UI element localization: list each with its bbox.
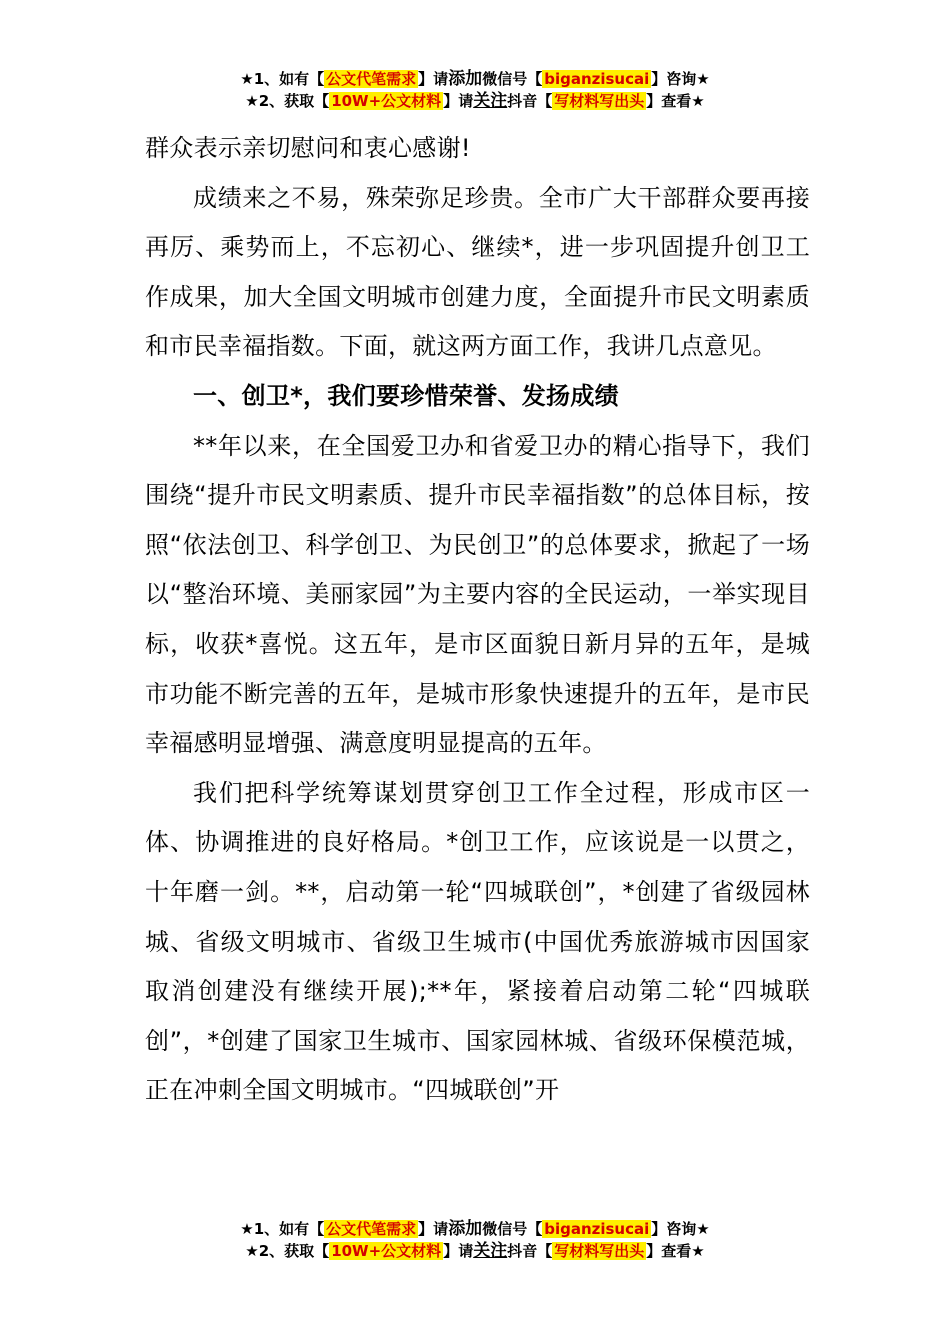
promo-emphasis: 添加 <box>448 1219 483 1239</box>
promo-emphasis: 添加 <box>448 69 483 89</box>
promo-highlight: 公文代笔需求 <box>326 70 417 88</box>
promo-line-2 <box>0 90 950 112</box>
promo-emphasis: 关注 <box>473 1241 508 1261</box>
promo-text: 】请 <box>443 1242 474 1260</box>
promo-text: 】咨询★ <box>651 70 710 88</box>
section-heading: 一、创卫*，我们要珍惜荣誉、发扬成绩 <box>193 381 619 410</box>
promo-text: 微信号【 <box>482 70 543 88</box>
promo-text: ★2、获取【 <box>245 1242 330 1260</box>
promo-text: ★1、如有【 <box>240 1220 325 1238</box>
promo-text: 】请 <box>418 70 449 88</box>
paragraph: **年以来，在全国爱卫办和省爱卫办的精心指导下，我们围绕“提升市民文明素质、提升市民幸福指数”的总体目标，按照“依法创卫、科学创卫、为民创卫”的总体要求，掀起了一场以“整治环境、美丽家园”为主要内容的全民运动，一举实现目标，收获*喜悦。这五年，是市区面貌日新月异的五年，是城市功能不断完善的五年，是城市形象快速提升的五年，是市民幸福感明显增强、满意度明显提高的五年。 <box>145 431 810 758</box>
promo-highlight: 10W+公文材料 <box>331 1242 442 1260</box>
promo-text: 】请 <box>443 92 474 110</box>
promo-banner-bottom <box>0 1218 950 1262</box>
document-body <box>145 124 810 1116</box>
promo-emphasis: 关注 <box>473 91 508 111</box>
promo-highlight: 公文代笔需求 <box>326 1220 417 1238</box>
promo-line-1 <box>0 1218 950 1240</box>
promo-douyin-id: 写材料写出头 <box>554 1242 645 1260</box>
promo-text: 】查看★ <box>646 92 705 110</box>
promo-text: 抖音【 <box>507 1242 553 1260</box>
paragraph: 我们把科学统筹谋划贯穿创卫工作全过程，形成市区一体、协调推进的良好格局。*创卫工作，应该说是一以贯之，十年磨一剑。**，启动第一轮“四城联创”，*创建了省级园林城、省级文明城市、省级卫生城市(中国优秀旅游城市因国家取消创建没有继续开展);**年，紧接着启动第二轮“四城联创”，*创建了国家卫生城市、国家园林城、省级环保模范城，正在冲刺全国文明城市。“四城联创”开 <box>145 778 810 1105</box>
promo-line-1 <box>0 68 950 90</box>
promo-douyin-id: 写材料写出头 <box>554 92 645 110</box>
promo-text: ★2、获取【 <box>245 92 330 110</box>
paragraph: 成绩来之不易，殊荣弥足珍贵。全市广大干部群众要再接再厉、乘势而上，不忘初心、继续*，进一步巩固提升创卫工作成果，加大全国文明城市创建力度，全面提升市民文明素质和市民幸福指数。下面，就这两方面工作，我讲几点意见。 <box>145 183 810 361</box>
promo-highlight: 10W+公文材料 <box>331 92 442 110</box>
promo-line-2 <box>0 1240 950 1262</box>
promo-wechat-id: biganzisucai <box>544 1220 650 1238</box>
promo-text: ★1、如有【 <box>240 70 325 88</box>
promo-wechat-id: biganzisucai <box>544 70 650 88</box>
promo-text: 】咨询★ <box>651 1220 710 1238</box>
paragraph: 群众表示亲切慰问和衷心感谢! <box>145 134 471 162</box>
promo-text: 微信号【 <box>482 1220 543 1238</box>
promo-banner-top <box>0 68 950 112</box>
promo-text: 】请 <box>418 1220 449 1238</box>
promo-text: 抖音【 <box>507 92 553 110</box>
promo-text: 】查看★ <box>646 1242 705 1260</box>
